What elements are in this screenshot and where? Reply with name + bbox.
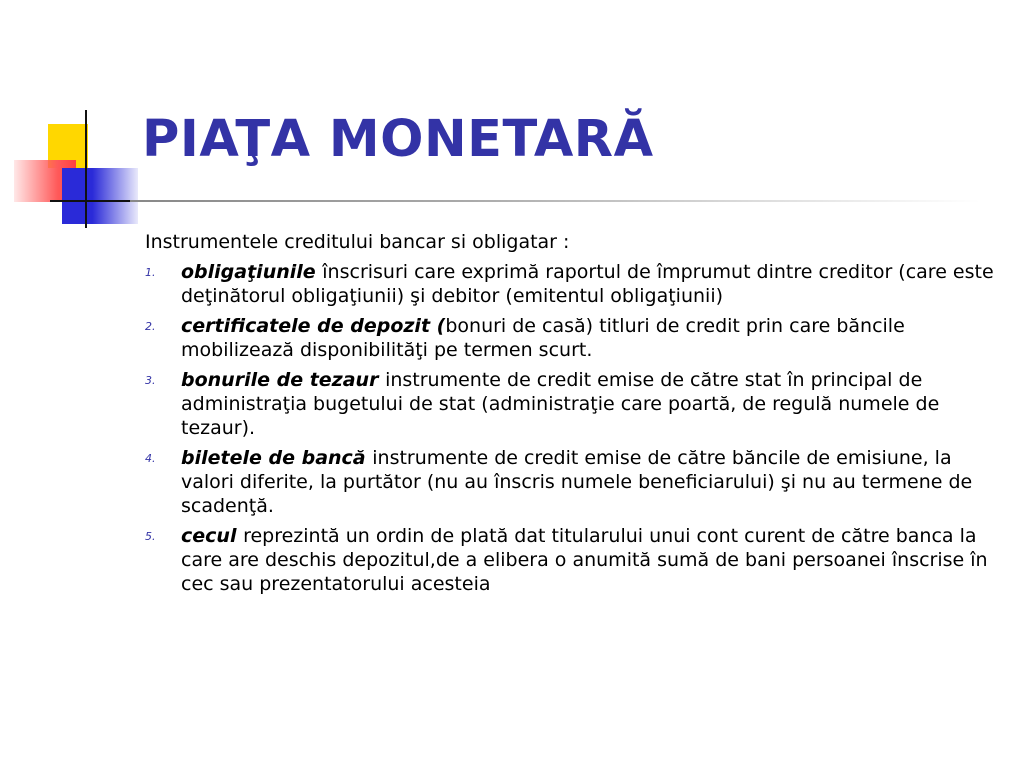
item-number: 5.: [145, 530, 156, 543]
item-term: obligaţiunile: [181, 261, 323, 283]
slide-title: PIAŢA MONETARĂ: [142, 110, 654, 169]
slide-body: [145, 230, 995, 602]
item-number: 2.: [145, 320, 156, 333]
item-number: 3.: [145, 374, 156, 387]
deco-blue-square: [62, 168, 138, 224]
decorative-logo: [0, 0, 140, 240]
item-description: înscrisuri care exprimă raportul de împrumut dintre creditor (care este deţinătorul obligaţiunii) şi debitor (emitentul obligaţiunii): [181, 261, 994, 307]
item-term: certificatele de depozit (: [181, 315, 446, 337]
list-item: [145, 314, 995, 362]
deco-vertical-line: [85, 110, 87, 228]
list-item: [145, 446, 995, 518]
item-description: instrumente de credit emise de către stat în principal de administraţia bugetului de stat (administraţie care poartă, de regulă numele de tezaur).: [181, 369, 940, 439]
item-term: bonurile de tezaur: [181, 369, 386, 391]
item-number: 1.: [145, 266, 156, 279]
item-description: bonuri de casă) titluri de credit prin care băncile mobilizează disponibilităţi pe termen scurt.: [181, 315, 905, 361]
list-item: [145, 260, 995, 308]
deco-horizontal-line: [50, 200, 140, 202]
list-item: [145, 368, 995, 440]
intro-text: Instrumentele creditului bancar si obligatar :: [145, 231, 570, 253]
item-description: instrumente de credit emise de către băncile de emisiune, la valori diferite, la purtător (nu au înscris numele beneficiarului) şi nu au termene de scadenţă.: [181, 447, 973, 517]
list-item: [145, 524, 995, 596]
item-description: reprezintă un ordin de plată dat titularului unui cont curent de către banca la care are deschis depozitul,de a elibera o anumită sumă de bani persoanei înscrise în cec sau prezentatorului acesteia: [181, 525, 988, 595]
item-number: 4.: [145, 452, 156, 465]
title-underline: [130, 200, 980, 202]
instrument-list: [145, 260, 995, 596]
item-term: cecul: [181, 525, 244, 547]
item-term: biletele de bancă: [181, 447, 373, 469]
